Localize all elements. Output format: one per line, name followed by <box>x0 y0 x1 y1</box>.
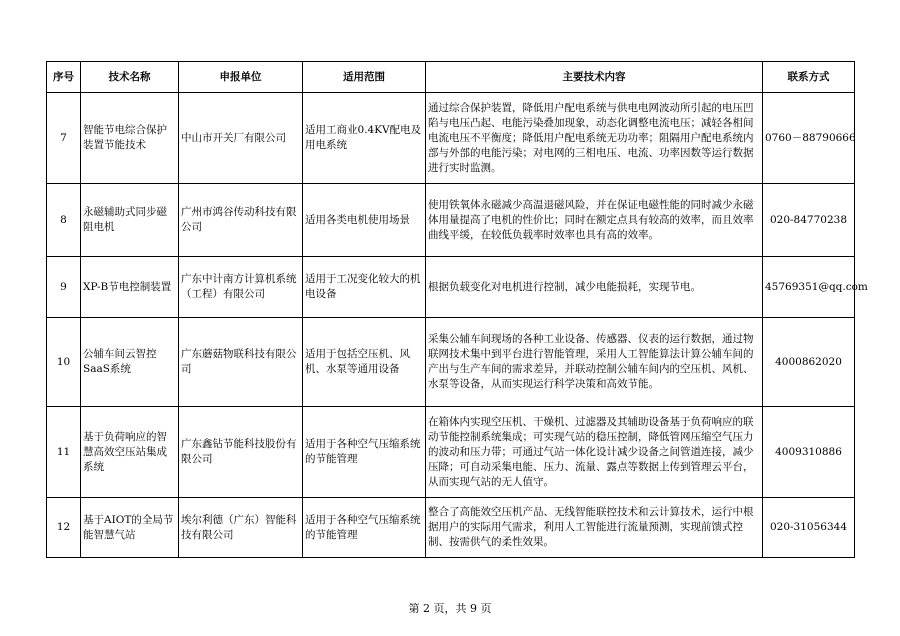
row-scope: 适用于工况变化较大的机电设备 <box>303 257 426 318</box>
header-scope: 适用范围 <box>303 62 426 93</box>
row-unit: 中山市开关厂有限公司 <box>179 93 303 184</box>
table-row <box>47 318 855 407</box>
row-content: 使用铁氧体永磁减少高温退磁风险，并在保证电磁性能的同时减少永磁体用量提高了电机的性价比；同时在额定点具有较高的效率，而且效率曲线平缓，在较低负载率时效率也具有高的效率。 <box>426 184 763 257</box>
row-content: 在箱体内实现空压机、干燥机、过滤器及其辅助设备基于负荷响应的联动节能控制系统集成；可实现气站的稳压控制，降低管网压缩空气压力的波动和压力带；可通过气站一体化设计减少设备之间管道连接，减少压降；可自动采集电能、压力、流量、露点等数据上传到管理云平台，从而实现气站的无人值守。 <box>426 407 763 498</box>
header-content: 主要技术内容 <box>426 62 763 93</box>
row-no: 10 <box>47 318 81 407</box>
row-content: 根据负载变化对电机进行控制，减少电能损耗，实现节电。 <box>426 257 763 318</box>
header-unit: 申报单位 <box>179 62 303 93</box>
row-unit: 广东鑫钻节能科技股份有限公司 <box>179 407 303 498</box>
row-unit: 广州市鸿谷传动科技有限公司 <box>179 184 303 257</box>
row-scope: 适用各类电机使用场景 <box>303 184 426 257</box>
row-name: 基于负荷响应的智慧高效空压站集成系统 <box>81 407 179 498</box>
row-name: 基于AIOT的全局节能智慧气站 <box>81 498 179 558</box>
row-name: 智能节电综合保护装置节能技术 <box>81 93 179 184</box>
row-scope: 适用于各种空气压缩系统的节能管理 <box>303 407 426 498</box>
row-contact: 45769351@qq.com <box>763 257 855 318</box>
header-row <box>47 62 855 93</box>
row-scope: 适用于包括空压机、风机、水泵等通用设备 <box>303 318 426 407</box>
row-name: 公辅车间云智控SaaS系统 <box>81 318 179 407</box>
row-unit: 埃尔利德（广东）智能科技有限公司 <box>179 498 303 558</box>
row-scope: 适用工商业0.4KV配电及用电系统 <box>303 93 426 184</box>
row-contact: 020-31056344 <box>763 498 855 558</box>
row-contact: 4009310886 <box>763 407 855 498</box>
technology-table <box>46 61 868 558</box>
row-no: 8 <box>47 184 81 257</box>
table-row <box>47 498 855 558</box>
table-row <box>47 93 855 184</box>
row-no: 11 <box>47 407 81 498</box>
table-row <box>47 407 855 498</box>
table-row <box>47 184 855 257</box>
row-scope: 适用于各种空气压缩系统的节能管理 <box>303 498 426 558</box>
row-contact: 4000862020 <box>763 318 855 407</box>
row-no: 12 <box>47 498 81 558</box>
page-number: 第 2 页，共 9 页 <box>408 602 492 615</box>
header-no: 序号 <box>47 62 81 93</box>
row-unit: 广东蘑菇物联科技有限公司 <box>179 318 303 407</box>
row-unit: 广东中计南方计算机系统（工程）有限公司 <box>179 257 303 318</box>
row-no: 7 <box>47 93 81 184</box>
row-content: 通过综合保护装置，降低用户配电系统与供电电网波动所引起的电压凹陷与电压凸起、电能污染叠加现象，动态化调整电流电压；减轻各相间电流电压不平衡度；降低用户配电系统无功功率；阻隔用户配电系统内部与外部的电能污染；对电网的三相电压、电流、功率因数等运行数据进行实时监测。 <box>426 93 763 184</box>
row-contact: 0760－88790666 <box>763 93 855 184</box>
row-content: 采集公辅车间现场的各种工业设备、传感器、仪表的运行数据，通过物联网技术集中到平台进行智能管理，采用人工智能算法计算公辅车间的产出与生产车间的需求差异，并联动控制公辅车间内的空压机、风机、水泵等设备，从而实现运行科学决策和高效节能。 <box>426 318 763 407</box>
table-row <box>47 257 855 318</box>
header-contact: 联系方式 <box>763 62 855 93</box>
row-no: 9 <box>47 257 81 318</box>
row-contact: 020-84770238 <box>763 184 855 257</box>
row-content: 整合了高能效空压机产品、无线智能联控技术和云计算技术，运行中根据用户的实际用气需求，利用人工智能进行流量预测，实现前馈式控制、按需供气的柔性效果。 <box>426 498 763 558</box>
row-name: XP-B节电控制装置 <box>81 257 179 318</box>
header-name: 技术名称 <box>81 62 179 93</box>
row-name: 永磁辅助式同步磁阻电机 <box>81 184 179 257</box>
